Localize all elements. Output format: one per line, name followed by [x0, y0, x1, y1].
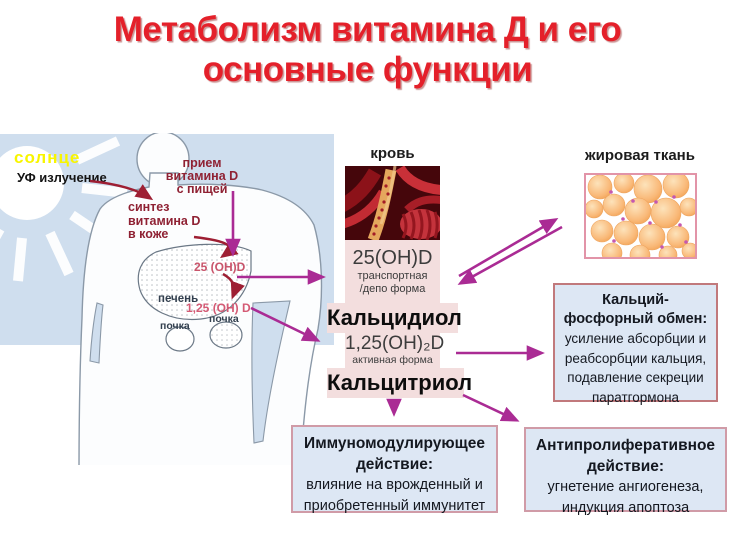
blood-vessels-image [345, 166, 440, 240]
sun-label: солнце [14, 148, 81, 167]
arrow-blood-to-fat [459, 220, 555, 276]
liver-label: печень [158, 293, 199, 305]
blood-label: кровь [370, 145, 415, 162]
calcium-phosphorus-box: Кальций- фосфорный обмен: усиление абсорбции и реабсорбции кальция, подавление секреции паратгормона [553, 283, 718, 402]
active-form-box: 1,25(OH)₂D активная форма [345, 333, 445, 366]
arrow-fat-to-blood [461, 227, 562, 283]
liver-metabolite-label: 25 (ОН)D [194, 260, 246, 274]
title-line-1: Метаболизм витамина Д и его [113, 10, 622, 49]
immunomodulatory-box: Иммуномодулирующее действие: влияние на врожденный и приобретенный иммунитет [291, 425, 498, 513]
vitamin-intake-label: прием витамина D с пищей [165, 156, 239, 196]
skin-synthesis-label: синтез витамина D в коже [128, 200, 201, 241]
metabolite-25ohd: 25(OH)D [352, 247, 433, 269]
metabolite-125ohd: 1,25(OH)₂D [345, 333, 445, 354]
antiproliferative-box: Антипролиферативное действие: угнетение ангиогенеза, индукция апоптоза [524, 427, 727, 512]
kidney-label-2: почка [209, 313, 239, 325]
uv-radiation-label: УФ излучение [17, 170, 107, 185]
transport-form-box: 25(OH)D транспортная /депо форма [345, 240, 440, 303]
kidney-label-1: почка [160, 320, 190, 332]
title-line-2: основные функции [202, 50, 533, 89]
kidney-metabolite-label: 1,25 (ОН) D [186, 301, 251, 315]
fat-tissue-label: жировая ткань [585, 147, 695, 164]
body-diagram [0, 133, 340, 465]
arrow-to-antiprolif-box [463, 395, 516, 420]
calcidiol-box: Кальцидиол [327, 303, 458, 333]
page-title [0, 10, 735, 90]
calcitriol-box: Кальцитриол [327, 368, 464, 398]
fat-tissue-image [584, 173, 697, 259]
